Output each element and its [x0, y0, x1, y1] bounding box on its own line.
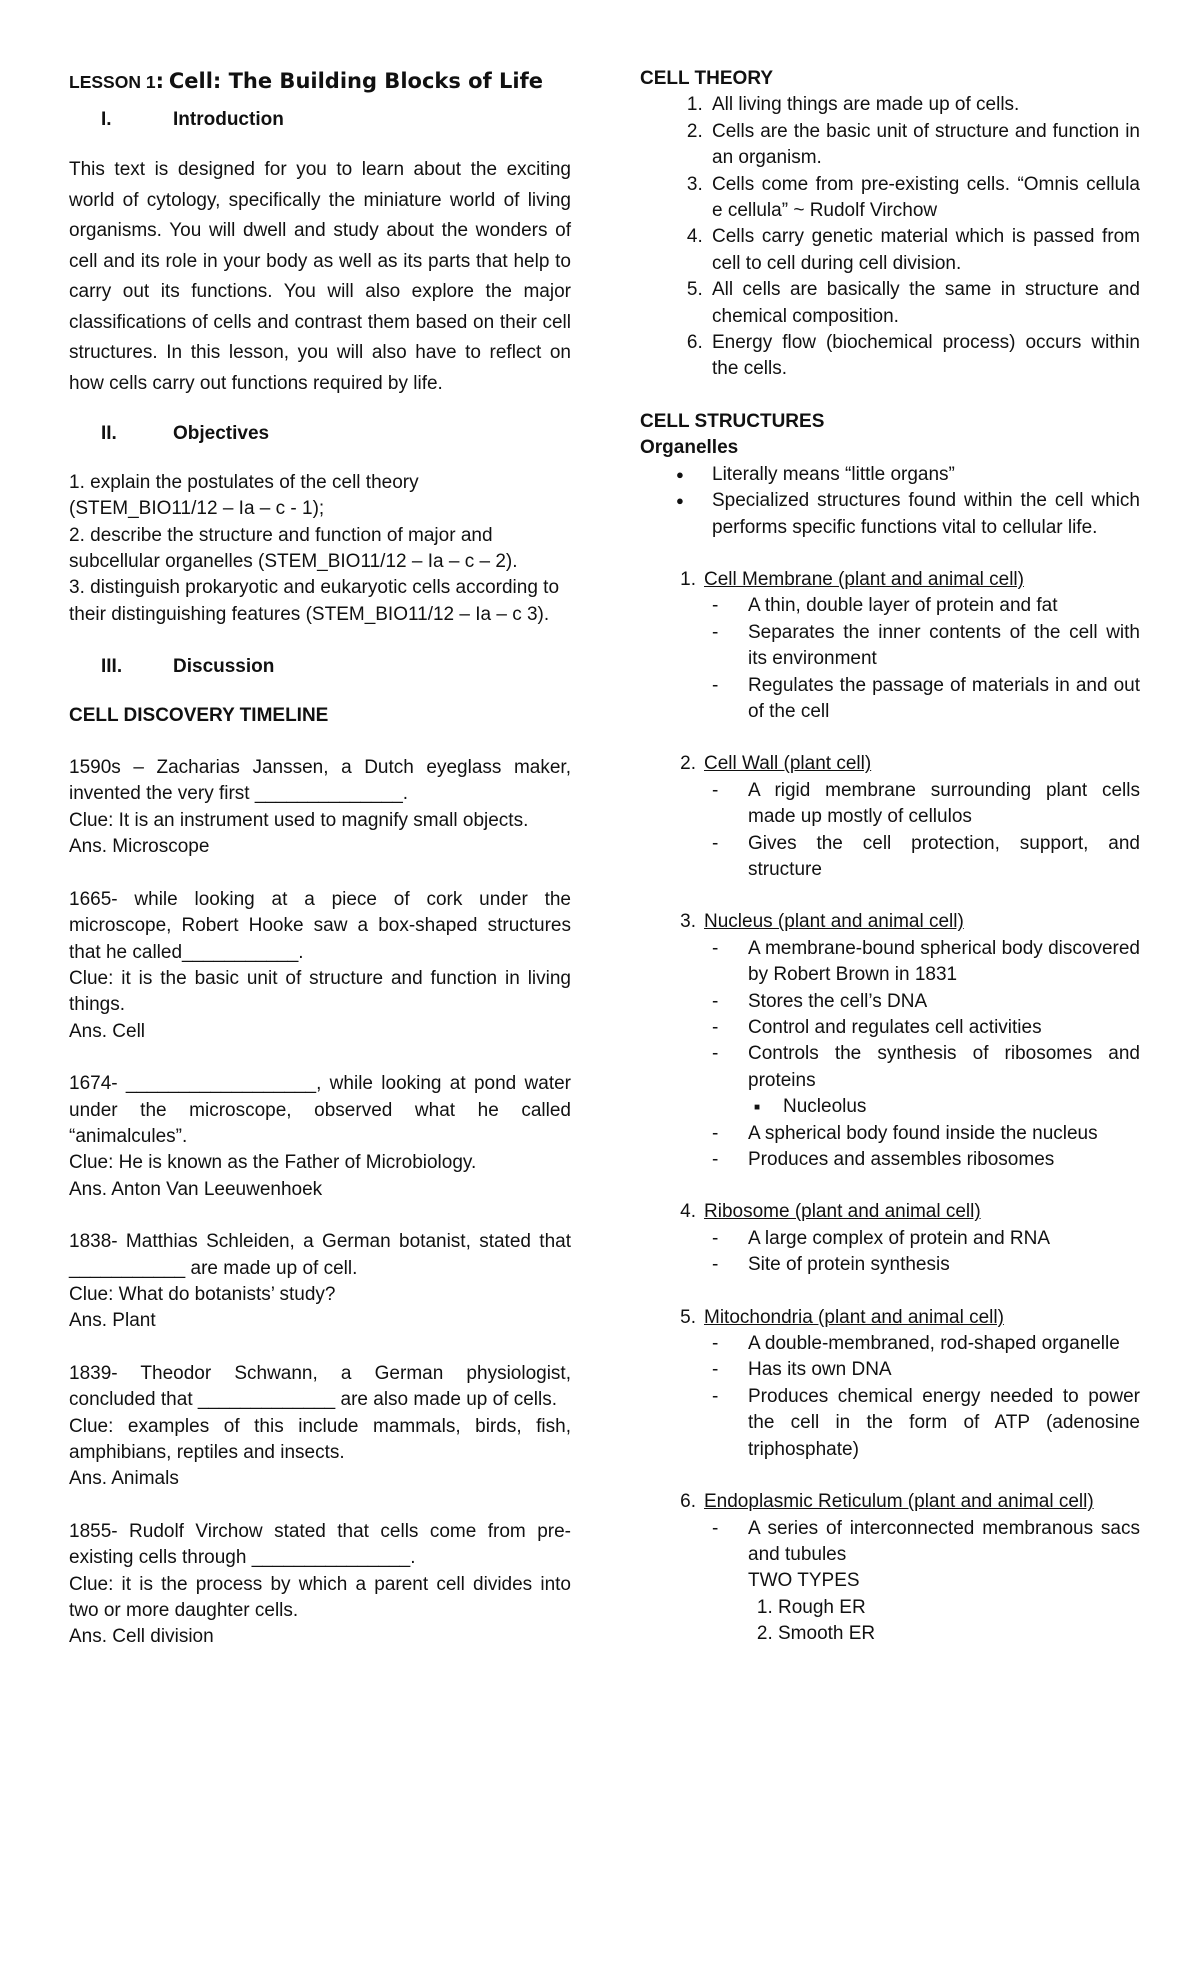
list-item: - Stores the cell’s DNA [640, 989, 1140, 1015]
organelle-heading [640, 909, 1140, 935]
timeline-text: 1838- Matthias Schleiden, a German botanist, stated that ___________ are made up of cell. [69, 1231, 571, 1279]
list-item: - A series of interconnected membranous sacs and tubules [640, 1516, 1140, 1569]
list-item: - A rigid membrane surrounding plant cells made up mostly of cellulos [640, 778, 1140, 831]
list-item: - Produces chemical energy needed to power the cell in the form of ATP (adenosine triphosphate) [640, 1384, 1140, 1463]
left-column [69, 66, 571, 1677]
timeline-text: 1839- Theodor Schwann, a German physiologist, concluded that _____________ are also made up of cells. [69, 1362, 571, 1411]
organelle-heading [640, 1489, 1140, 1515]
organelle-points [640, 1226, 1140, 1279]
organelles-bullets [640, 462, 1140, 541]
list-item: 5. All cells are basically the same in structure and chemical composition. [708, 277, 1140, 330]
organelle-name: Nucleus (plant and animal cell) [704, 911, 964, 933]
organelle-cell-membrane [640, 567, 1140, 725]
list-item: 3. Cells come from pre-existing cells. “Omnis cellula e cellula” ~ Rudolf Virchow [708, 172, 1140, 225]
timeline-text: 1674- __________________, while looking at pond water under the microscope, observed what he called “animalcules”. [69, 1073, 571, 1147]
timeline-clue: Clue: He is known as the Father of Microbiology. [69, 1152, 477, 1174]
organelle-number: 1. [680, 568, 696, 590]
list-item: - Site of protein synthesis [640, 1252, 1140, 1278]
list-item: - A double-membraned, rod-shaped organelle [640, 1331, 1140, 1357]
list-item: - Produces and assembles ribosomes [640, 1147, 1140, 1173]
list-item: - A thin, double layer of protein and fat [640, 593, 1140, 619]
objective-item: 3. distinguish prokaryotic and eukaryotic cells according to their distinguishing features (STEM_BIO11/12 – Ia – c 3). [69, 577, 560, 625]
organelle-points [640, 1516, 1140, 1569]
timeline-answer: Ans. Microscope [69, 836, 210, 858]
list-item: 6. Energy flow (biochemical process) occurs within the cells. [708, 330, 1140, 383]
cell-theory-list [640, 92, 1140, 382]
organelle-number: 5. [680, 1306, 696, 1328]
intro-paragraph: This text is designed for you to learn about the exciting world of cytology, specifically the miniature world of living organisms. You will dwell and study about the wonders of cell and its role in your body as well as its parts that help to carry out its functions. You will also explore the major classifications of cells and contrast them based on their cell structures. In this lesson, you will also have to reflect on how cells carry out functions required by life. [69, 159, 571, 394]
timeline-entry [69, 1229, 571, 1335]
organelle-heading [640, 1199, 1140, 1225]
timeline-entry [69, 755, 571, 861]
organelle-name: Cell Wall (plant cell) [704, 753, 872, 775]
lesson-title-text: Cell: The Building Blocks of Life [168, 69, 543, 93]
organelle-mitochondria [640, 1305, 1140, 1463]
er-types [640, 1568, 1140, 1647]
nucleolus-subitem: ■ Nucleolus [640, 1094, 1140, 1120]
list-item: - Regulates the passage of materials in and out of the cell [640, 673, 1140, 726]
organelle-number: 2. [680, 753, 696, 775]
timeline-heading: CELL DISCOVERY TIMELINE [69, 704, 329, 726]
list-item: - Controls the synthesis of ribosomes and proteins [640, 1041, 1140, 1094]
organelle-number: 6. [680, 1491, 696, 1513]
organelles-subheading: Organelles [640, 437, 739, 459]
list-item: - A spherical body found inside the nucleus [640, 1121, 1140, 1147]
list-item: - A large complex of protein and RNA [640, 1226, 1140, 1252]
section-heading-discussion [69, 654, 571, 680]
organelle-points [640, 593, 1140, 725]
timeline-text: 1855- Rudolf Virchow stated that cells come from pre-existing cells through _______________. [69, 1520, 571, 1569]
organelle-name: Ribosome (plant and animal cell) [704, 1201, 981, 1223]
timeline-answer: Ans. Cell [69, 1020, 146, 1042]
timeline-answer: Ans. Plant [69, 1310, 156, 1332]
organelle-heading [640, 751, 1140, 777]
list-item: - Control and regulates cell activities [640, 1015, 1140, 1041]
list-item: ● Literally means “little organs” [640, 462, 1140, 488]
section-title: Objectives [173, 423, 270, 445]
timeline-text: 1665- while looking at a piece of cork under the microscope, Robert Hooke saw a box-shaped structures that he called___________. [69, 888, 571, 963]
organelle-cell-wall [640, 751, 1140, 883]
organelle-ribosome [640, 1199, 1140, 1278]
er-types-label: TWO TYPES [748, 1570, 860, 1592]
organelle-heading [640, 567, 1140, 593]
timeline-answer: Ans. Anton Van Leeuwenhoek [69, 1178, 323, 1200]
organelle-nucleus [640, 909, 1140, 1173]
right-column [640, 66, 1140, 1674]
list-item: 2. Cells are the basic unit of structure and function in an organism. [708, 119, 1140, 172]
timeline-answer: Ans. Cell division [69, 1626, 214, 1648]
organelle-name: Endoplasmic Reticulum (plant and animal cell) [704, 1491, 1094, 1513]
section-heading-introduction [69, 107, 571, 133]
lesson-label: LESSON 1 [69, 72, 156, 92]
cell-theory-heading: CELL THEORY [640, 68, 774, 89]
timeline-entry [69, 887, 571, 1045]
timeline-clue: Clue: It is an instrument used to magnify small objects. [69, 809, 529, 831]
organelle-name: Cell Membrane (plant and animal cell) [704, 568, 1024, 590]
section-title: Introduction [173, 109, 284, 130]
lesson-title [69, 66, 571, 97]
section-number: I. [101, 109, 112, 130]
list-item: - Gives the cell protection, support, and structure [640, 831, 1140, 884]
timeline-text: 1590s – Zacharias Janssen, a Dutch eyeglass maker, invented the very first ______________. [69, 757, 571, 805]
timeline-entry [69, 1361, 571, 1493]
section-number: II. [101, 423, 117, 445]
section-title: Discussion [173, 656, 275, 678]
timeline-clue: Clue: it is the basic unit of structure and function in living things. [69, 967, 571, 1016]
section-number: III. [101, 656, 123, 678]
objective-item: 1. explain the postulates of the cell theory (STEM_BIO11/12 – Ia – c - 1); [69, 471, 419, 520]
list-item: - Has its own DNA [640, 1357, 1140, 1383]
cell-structures-heading: CELL STRUCTURES [640, 410, 825, 432]
objectives-list [69, 470, 571, 628]
organelle-number: 4. [680, 1201, 696, 1223]
lesson-colon: : [155, 69, 164, 93]
organelle-points [640, 778, 1140, 884]
timeline-clue: Clue: examples of this include mammals, birds, fish, amphibians, reptiles and insects. [69, 1415, 571, 1463]
timeline-clue: Clue: it is the process by which a parent cell divides into two or more daughter cells. [69, 1573, 571, 1622]
organelle-name: Mitochondria (plant and animal cell) [704, 1306, 1004, 1328]
timeline-clue: Clue: What do botanists’ study? [69, 1283, 336, 1305]
timeline-entry [69, 1071, 571, 1203]
timeline-entry [69, 1519, 571, 1651]
list-item: 1. All living things are made up of cells. [708, 92, 1140, 118]
list-item: 2. Smooth ER [778, 1621, 1140, 1647]
nucleolus-points [640, 1121, 1140, 1174]
timeline-answer: Ans. Animals [69, 1468, 179, 1490]
list-item: 4. Cells carry genetic material which is passed from cell to cell during cell division. [708, 224, 1140, 277]
organelle-heading [640, 1305, 1140, 1331]
organelle-number: 3. [680, 911, 696, 933]
organelle-points [640, 1331, 1140, 1463]
list-item: 1. Rough ER [778, 1595, 1140, 1621]
list-item: - A membrane-bound spherical body discovered by Robert Brown in 1831 [640, 936, 1140, 989]
er-types-list [748, 1595, 1140, 1648]
section-heading-objectives [69, 421, 571, 447]
list-item: ● Specialized structures found within the cell which performs specific functions vital to cellular life. [640, 488, 1140, 541]
list-item: - Separates the inner contents of the cell with its environment [640, 620, 1140, 673]
organelle-endoplasmic-reticulum [640, 1489, 1140, 1647]
organelle-points [640, 936, 1140, 1094]
objective-item: 2. describe the structure and function of major and subcellular organelles (STEM_BIO11/12 – Ia – c – 2). [69, 524, 518, 573]
